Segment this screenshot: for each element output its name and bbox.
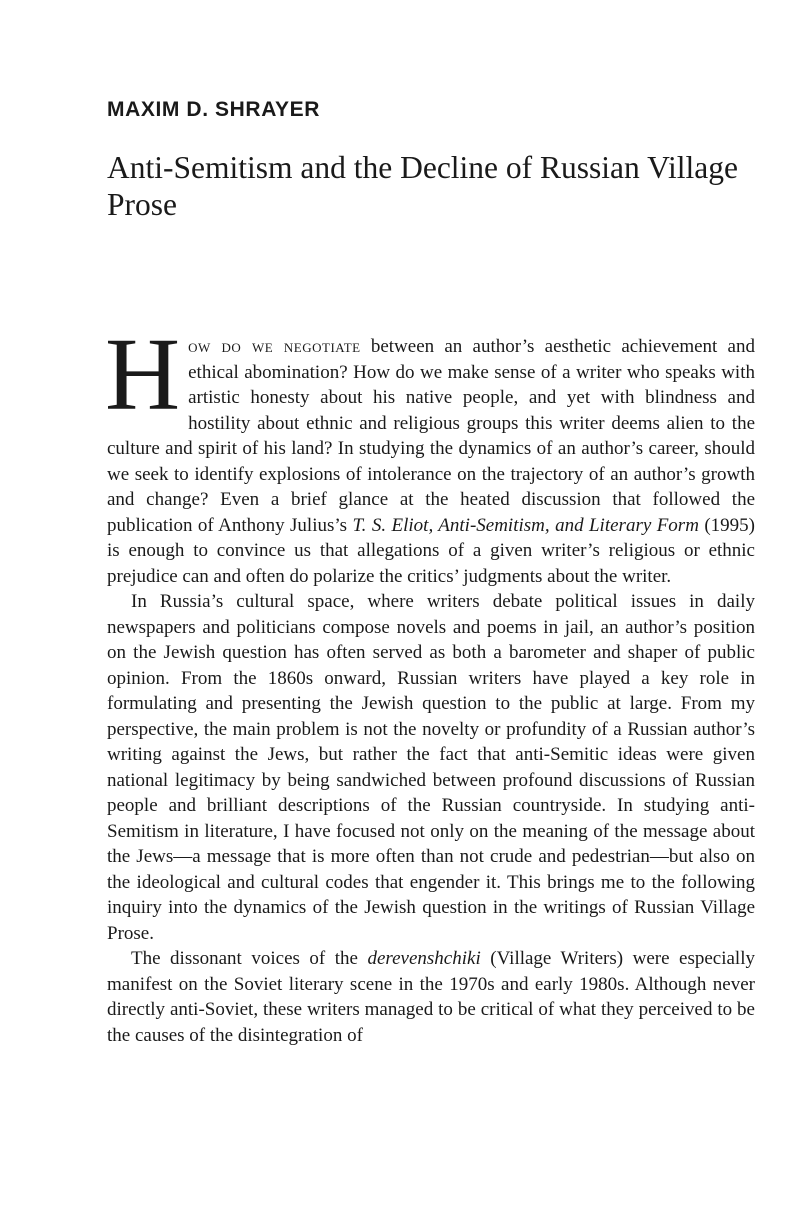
paragraph-1 — [105, 317, 756, 589]
lead-in-smallcaps: ow do we negotiate — [188, 336, 361, 357]
paragraph-1-text-a: between an author’s aesthetic achievement and ethical abomination? How do we make sense of a writer who speaks with artistic honesty about his native people, and yet with blindness and hostility about ethnic and religious groups this writer deems alien to the culture and spirit of his land? In studying the dynamics of an author’s career, should we seek to identify explosions of intolerance on the trajectory of an author’s growth and change? Even a brief glance at the heated discussion that followed the publication of Anthony Julius’s — [107, 336, 755, 536]
article-body — [105, 317, 756, 1048]
publication-year: (1995) — [698, 514, 756, 536]
paragraph-3 — [107, 946, 755, 1048]
article-title: Anti-Semitism and the Decline of Russian Village Prose — [107, 150, 738, 222]
author-name: MAXIM D. SHRAYER — [107, 98, 321, 121]
paragraph-1-text-b: is enough to convince us that allegations of a given writer’s religious or ethnic prejudice can and often do polarize the critics’ judgments about the writer. — [107, 540, 755, 587]
term-italic: derevenshchiki — [367, 948, 481, 969]
paragraph-2: In Russia’s cultural space, where writers debate political issues in daily newspapers and politicians compose novels and poems in jail, an author’s position on the Jewish question has often served as both a barometer and shaper of public opinion. From the 1860s onward, Russian writers have played a key role in formulating and presenting the Jewish question to the public at large. From my perspective, the main problem is not the novelty or profundity of a Russian author’s writing against the Jews, but rather the fact that anti-Semitic ideas were given national legitimacy by being sandwiched between profound discussions of Russian people and brilliant descriptions of the Russian countryside. In studying anti-Semitism in literature, I have focused not only on the meaning of the message about the Jews—a message that is more often than not crude and pedestrian—but also on the ideological and cultural codes that engender it. This brings me to the following inquiry into the dynamics of the Jewish question in the writings of Russian Village Prose. — [107, 591, 755, 944]
book-title-italic: T. S. Eliot, Anti-Semitism, and Literary Form — [352, 514, 699, 536]
drop-cap: H — [105, 317, 181, 432]
paragraph-3-text-a: The dissonant voices of the — [131, 948, 368, 969]
paragraph-3-text-b: (Village Writers) were especially manifest on the Soviet literary scene in the 1970s and early 1980s. Although never directly anti-Soviet, these writers managed to be critical of what they perceived to be the causes of the disintegration of — [107, 948, 755, 1046]
